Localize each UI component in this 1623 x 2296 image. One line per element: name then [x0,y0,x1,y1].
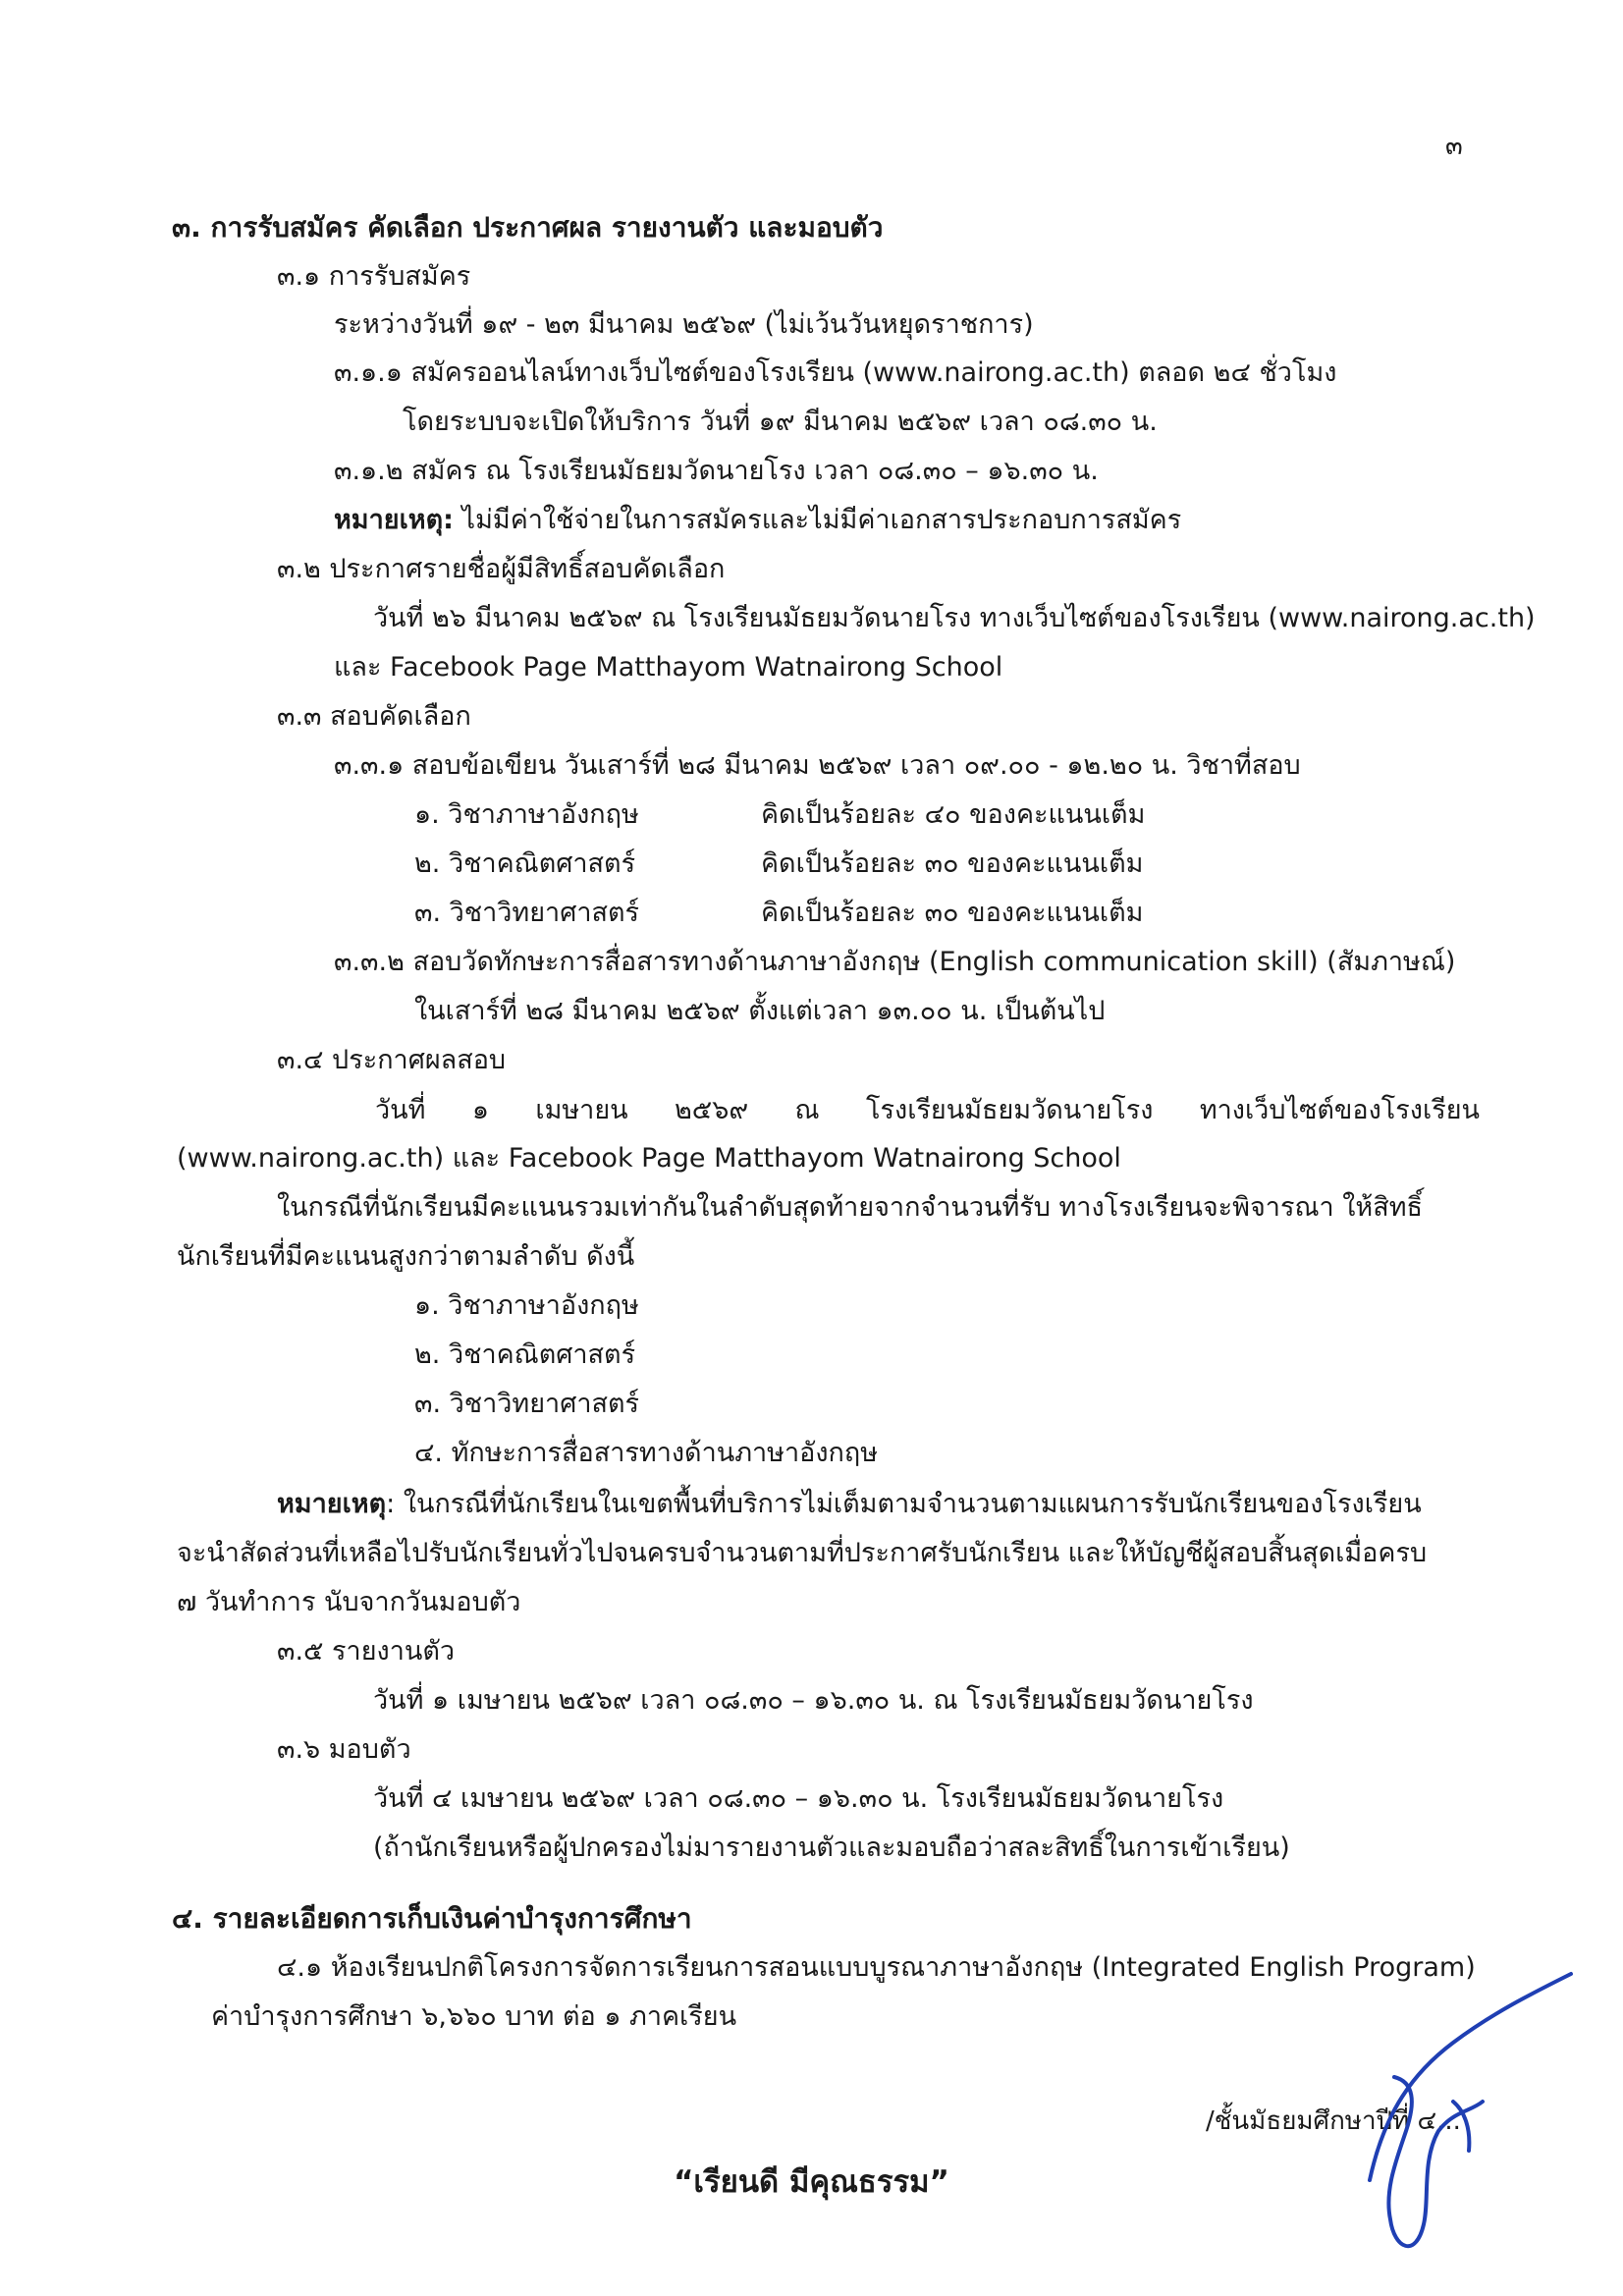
subject-name: ๒. วิชาคณิตศาสตร์ [414,848,636,879]
subject-weight: คิดเป็นร้อยละ ๔๐ ของคะแนนเต็ม [761,799,1146,830]
note-label: หมายเหตุ [277,1489,387,1519]
s3-4-tie-line1: ในกรณีที่นักเรียนมีคะแนนรวมเท่ากันในลำดับสุดท้ายจากจำนวนที่รับ ทางโรงเรียนจะพิจารณา ให้สิทธิ์ [277,1192,1423,1223]
s4-1-line2: ค่าบำรุงการศึกษา ๖,๖๖๐ บาท ต่อ ๑ ภาคเรียน [211,2001,737,2032]
s3-6-line1: วันที่ ๔ เมษายน ๒๕๖๙ เวลา ๐๘.๓๐ – ๑๖.๓๐ น. โรงเรียนมัธยมวัดนายโรง [373,1783,1224,1814]
s4-1-line1: ๔.๑ ห้องเรียนปกติโครงการจัดการเรียนการสอนแบบบูรณาภาษาอังกฤษ (Integrated English Program) [277,1952,1476,1983]
note-text: : ในกรณีที่นักเรียนในเขตพื้นที่บริการไม่เต็มตามจำนวนตามแผนการรับนักเรียนของโรงเรียน [386,1489,1422,1519]
priority-item: ๑. วิชาภาษาอังกฤษ [414,1290,639,1321]
s3-6-title: ๓.๖ มอบตัว [277,1734,411,1765]
continuation-note: /ชั้นมัธยมศึกษาปีที่ ๔... [1206,2106,1461,2136]
section3-heading: ๓. การรับสมัคร คัดเลือก ประกาศผล รายงานตัว และมอบตัว [172,211,884,244]
subject-name: ๓. วิชาวิทยาศาสตร์ [414,898,640,928]
page-number: ๓ [1445,132,1463,161]
school-motto: “เรียนดี มีคุณธรรม” [674,2164,949,2200]
s3-1-note [334,501,1181,540]
s3-4-word: ทางเว็บไซต์ของโรงเรียน [1199,1095,1480,1125]
s3-3-interview-line2: ในเสาร์ที่ ๒๘ มีนาคม ๒๕๖๙ ตั้งแต่เวลา ๑๓.๐๐ น. เป็นต้นไป [414,996,1106,1026]
s3-3-title: ๓.๓ สอบคัดเลือก [277,701,471,732]
s3-3-interview-line1: ๓.๓.๒ สอบวัดทักษะการสื่อสารทางด้านภาษาอังกฤษ (English communication skill) (สัมภาษณ์) [334,947,1456,977]
s3-4-line2: (www.nairong.ac.th) และ Facebook Page Matthayom Watnairong School [177,1143,1121,1174]
s3-5-title: ๓.๕ รายงานตัว [277,1636,456,1667]
s3-1-online-line1: ๓.๑.๑ สมัครออนไลน์ทางเว็บไซต์ของโรงเรียน (www.nairong.ac.th) ตลอด ๒๔ ชั่วโมง [334,357,1337,388]
s3-4-word: ณ [794,1095,820,1125]
subject-name: ๑. วิชาภาษาอังกฤษ [414,799,639,830]
s3-4-title: ๓.๔ ประกาศผลสอบ [277,1045,507,1075]
s3-5-line1: วันที่ ๑ เมษายน ๒๕๖๙ เวลา ๐๘.๓๐ – ๑๖.๓๐ น. ณ โรงเรียนมัธยมวัดนายโรง [373,1685,1254,1716]
priority-item: ๔. ทักษะการสื่อสารทางด้านภาษาอังกฤษ [414,1438,878,1468]
s3-2-title: ๓.๒ ประกาศรายชื่อผู้มีสิทธิ์สอบคัดเลือก [277,554,726,584]
s3-1-online-line2: โดยระบบจะเปิดให้บริการ วันที่ ๑๙ มีนาคม ๒๕๖๙ เวลา ๐๘.๓๐ น. [403,407,1158,437]
s3-1-title: ๓.๑ การรับสมัคร [277,261,471,292]
priority-item: ๒. วิชาคณิตศาสตร์ [414,1339,636,1370]
priority-item: ๓. วิชาวิทยาศาสตร์ [414,1389,640,1419]
note-text: ไม่มีค่าใช้จ่ายในการสมัครและไม่มีค่าเอกสารประกอบการสมัคร [453,505,1182,535]
s3-4-note-line2: จะนำสัดส่วนที่เหลือไปรับนักเรียนทั่วไปจนครบจำนวนตามที่ประกาศรับนักเรียน และให้บัญชีผู้สอบสิ้นสุดเมื่อครบ [177,1538,1428,1568]
s3-4-word: ๒๕๖๙ [675,1095,749,1125]
s3-4-note-line3: ๗ วันทำการ นับจากวันมอบตัว [177,1587,521,1617]
signature-mark [1159,1964,1591,2278]
s3-4-word: โรงเรียนมัธยมวัดนายโรง [866,1095,1154,1125]
s3-3-written: ๓.๓.๑ สอบข้อเขียน วันเสาร์ที่ ๒๘ มีนาคม ๒๕๖๙ เวลา ๐๙.๐๐ - ๑๒.๒๐ น. วิชาที่สอบ [334,750,1301,781]
s3-2-line1: วันที่ ๒๖ มีนาคม ๒๕๖๙ ณ โรงเรียนมัธยมวัดนายโรง ทางเว็บไซต์ของโรงเรียน (www.nairong.ac.th) [373,603,1536,633]
s3-1-period: ระหว่างวันที่ ๑๙ - ๒๓ มีนาคม ๒๕๖๙ (ไม่เว้นวันหยุดราชการ) [334,309,1034,340]
s3-4-tie-line2: นักเรียนที่มีคะแนนสูงกว่าตามลำดับ ดังนี้ [177,1241,635,1272]
s3-1-onsite: ๓.๑.๒ สมัคร ณ โรงเรียนมัธยมวัดนายโรง เวลา ๐๘.๓๐ – ๑๖.๓๐ น. [334,456,1099,486]
s3-6-line2: (ถ้านักเรียนหรือผู้ปกครองไม่มารายงานตัวและมอบถือว่าสละสิทธิ์ในการเข้าเรียน) [373,1832,1290,1863]
section4-heading: ๔. รายละเอียดการเก็บเงินค่าบำรุงการศึกษา [172,1902,692,1935]
subject-weight: คิดเป็นร้อยละ ๓๐ ของคะแนนเต็ม [761,848,1144,879]
s3-4-word: เมษายน [535,1095,628,1125]
s3-2-line2: และ Facebook Page Matthayom Watnairong School [334,652,1003,683]
s3-4-line1 [375,1091,1480,1130]
subject-weight: คิดเป็นร้อยละ ๓๐ ของคะแนนเต็ม [761,898,1144,928]
note-label: หมายเหตุ: [334,505,454,535]
s3-4-note-line1 [277,1485,1422,1524]
s3-4-word: ๑ [471,1095,489,1125]
s3-4-word: วันที่ [375,1095,426,1125]
